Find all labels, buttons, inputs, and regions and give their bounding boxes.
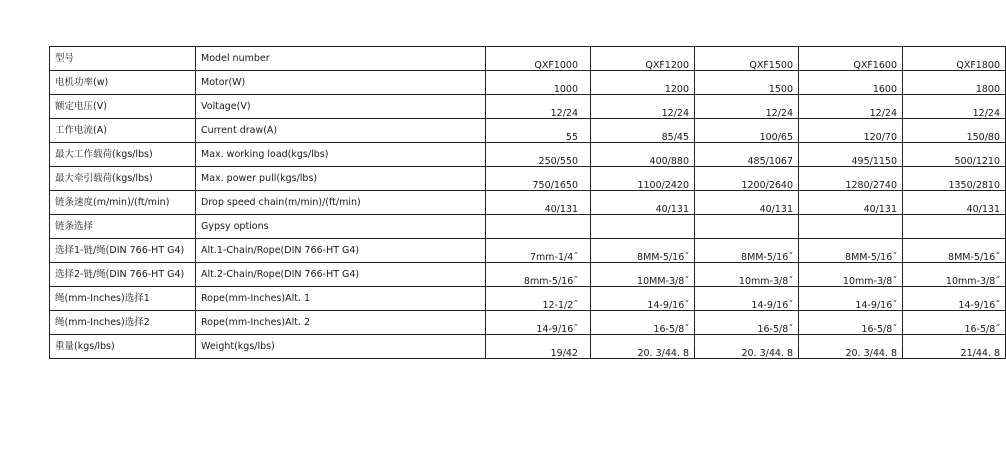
header-qxf1000: QXF1000: [486, 47, 591, 71]
table-cell: 21/44. 8: [903, 335, 1006, 359]
table-cell: 12/24: [903, 95, 1006, 119]
row-label-cn: 绳(mm-Inches)选择1: [50, 287, 196, 311]
row-label-en: Voltage(V): [196, 95, 486, 119]
table-row: [50, 143, 1006, 167]
table-row: [50, 263, 1006, 287]
table-cell: 12/24: [486, 95, 591, 119]
table-row: [50, 191, 1006, 215]
row-label-en: Max. working load(kgs/lbs): [196, 143, 486, 167]
row-label-cn: 电机功率(w): [50, 71, 196, 95]
table-row: [50, 287, 1006, 311]
header-qxf1500: QXF1500: [695, 47, 799, 71]
table-cell: [903, 215, 1006, 239]
spec-table-body: [50, 47, 1006, 359]
table-cell: 14-9/16˝: [695, 287, 799, 311]
row-label-en: Drop speed chain(m/min)/(ft/min): [196, 191, 486, 215]
table-cell: [695, 215, 799, 239]
row-label-cn: 选择1-链/绳(DIN 766-HT G4): [50, 239, 196, 263]
table-cell: 40/131: [903, 191, 1006, 215]
table-cell: 16-5/8˝: [903, 311, 1006, 335]
row-label-cn: 最大工作载荷(kgs/lbs): [50, 143, 196, 167]
row-label-en: Max. power pull(kgs/lbs): [196, 167, 486, 191]
table-row: [50, 95, 1006, 119]
table-cell: 12/24: [695, 95, 799, 119]
table-cell: 8MM-5/16˝: [799, 239, 903, 263]
table-cell: 20. 3/44. 8: [695, 335, 799, 359]
table-cell: 20. 3/44. 8: [799, 335, 903, 359]
table-cell: 8mm-5/16˝: [486, 263, 591, 287]
table-cell: 8MM-5/16˝: [591, 239, 695, 263]
table-cell: 250/550: [486, 143, 591, 167]
table-cell: 55: [486, 119, 591, 143]
table-row: [50, 335, 1006, 359]
table-cell: 8MM-5/16˝: [903, 239, 1006, 263]
table-cell: 100/65: [695, 119, 799, 143]
table-cell: 1200/2640: [695, 167, 799, 191]
table-row: [50, 119, 1006, 143]
table-cell: 1200: [591, 71, 695, 95]
table-cell: 14-9/16˝: [903, 287, 1006, 311]
table-cell: 20. 3/44. 8: [591, 335, 695, 359]
table-row: [50, 239, 1006, 263]
row-label-en: Weight(kgs/lbs): [196, 335, 486, 359]
row-label-en: Current draw(A): [196, 119, 486, 143]
spec-table: [49, 46, 1006, 359]
table-cell: 12/24: [799, 95, 903, 119]
row-label-cn: 工作电流(A): [50, 119, 196, 143]
row-label-cn: 选择2-链/绳(DIN 766-HT G4): [50, 263, 196, 287]
table-cell: 14-9/16˝: [591, 287, 695, 311]
table-cell: 1000: [486, 71, 591, 95]
row-label-cn: 重量(kgs/lbs): [50, 335, 196, 359]
table-cell: 12-1/2˝: [486, 287, 591, 311]
table-cell: 85/45: [591, 119, 695, 143]
table-cell: 150/80: [903, 119, 1006, 143]
table-cell: 14-9/16˝: [486, 311, 591, 335]
table-cell: 16-5/8˝: [591, 311, 695, 335]
table-row: [50, 167, 1006, 191]
row-label-en: Alt.2-Chain/Rope(DIN 766-HT G4): [196, 263, 486, 287]
table-cell: [591, 215, 695, 239]
table-cell: 10MM-3/8˝: [591, 263, 695, 287]
table-cell: 40/131: [591, 191, 695, 215]
table-cell: 485/1067: [695, 143, 799, 167]
row-label-en: Rope(mm-Inches)Alt. 2: [196, 311, 486, 335]
table-cell: 40/131: [799, 191, 903, 215]
table-cell: 12/24: [591, 95, 695, 119]
table-cell: 400/880: [591, 143, 695, 167]
table-cell: 1800: [903, 71, 1006, 95]
table-cell: 16-5/8˝: [695, 311, 799, 335]
row-label-cn: 链条速度(m/min)/(ft/min): [50, 191, 196, 215]
row-label-en: Motor(W): [196, 71, 486, 95]
row-label-cn: 绳(mm-Inches)选择2: [50, 311, 196, 335]
table-row: [50, 215, 1006, 239]
table-cell: 1600: [799, 71, 903, 95]
header-qxf1800: QXF1800: [903, 47, 1006, 71]
row-label-en: Alt.1-Chain/Rope(DIN 766-HT G4): [196, 239, 486, 263]
table-cell: 19/42: [486, 335, 591, 359]
table-cell: 7mm-1/4˝: [486, 239, 591, 263]
table-cell: 1280/2740: [799, 167, 903, 191]
header-qxf1200: QXF1200: [591, 47, 695, 71]
table-cell: 1500: [695, 71, 799, 95]
table-cell: 40/131: [486, 191, 591, 215]
table-cell: 16-5/8˝: [799, 311, 903, 335]
table-cell: 120/70: [799, 119, 903, 143]
header-qxf1600: QXF1600: [799, 47, 903, 71]
table-cell: 10mm-3/8˝: [695, 263, 799, 287]
header-model-cn: 型号: [50, 47, 196, 71]
header-model-en: Model number: [196, 47, 486, 71]
table-cell: 40/131: [695, 191, 799, 215]
table-cell: 1100/2420: [591, 167, 695, 191]
table-cell: 10mm-3/8˝: [903, 263, 1006, 287]
table-cell: 10mm-3/8˝: [799, 263, 903, 287]
table-cell: [486, 215, 591, 239]
table-cell: 14-9/16˝: [799, 287, 903, 311]
row-label-cn: 最大牵引载荷(kgs/lbs): [50, 167, 196, 191]
row-label-en: Rope(mm-Inches)Alt. 1: [196, 287, 486, 311]
row-label-cn: 额定电压(V): [50, 95, 196, 119]
table-cell: 8MM-5/16˝: [695, 239, 799, 263]
row-label-cn: 链条选择: [50, 215, 196, 239]
table-cell: 500/1210: [903, 143, 1006, 167]
table-row: [50, 71, 1006, 95]
row-label-en: Gypsy options: [196, 215, 486, 239]
table-cell: 495/1150: [799, 143, 903, 167]
table-cell: 750/1650: [486, 167, 591, 191]
table-header-row: [50, 47, 1006, 71]
table-cell: [799, 215, 903, 239]
table-row: [50, 311, 1006, 335]
table-cell: 1350/2810: [903, 167, 1006, 191]
